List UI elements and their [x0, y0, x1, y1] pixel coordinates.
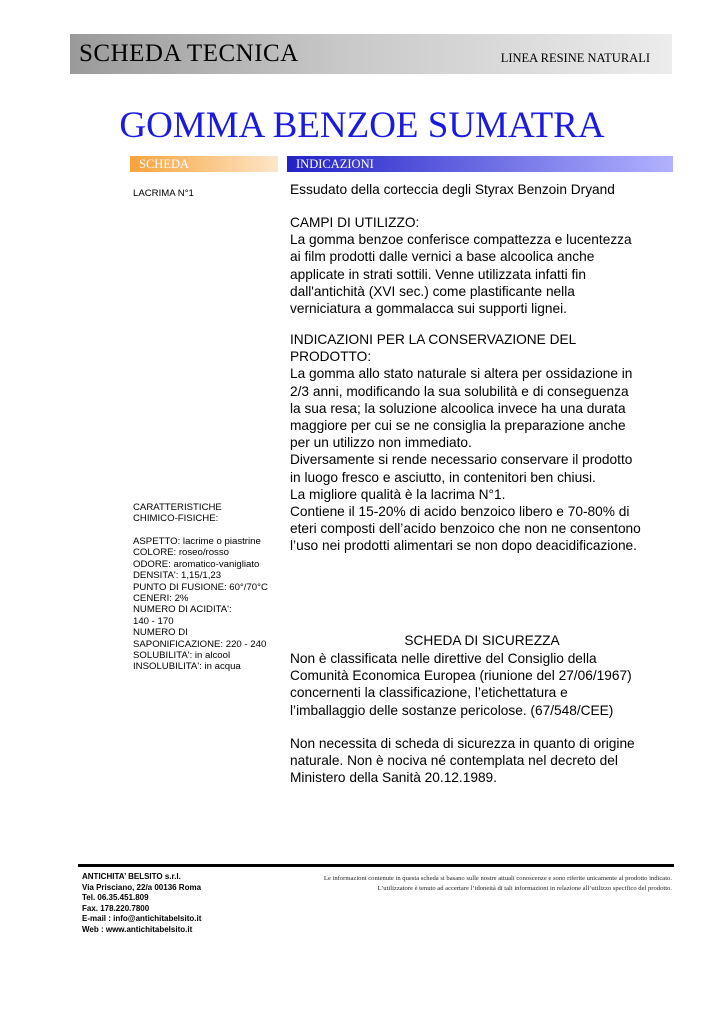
safety-heading: SCHEDA DI SICUREZZA: [404, 633, 560, 648]
storage-line: PRODOTTO:: [290, 349, 372, 365]
product-line-label: LINEA RESINE NATURALI: [500, 51, 650, 65]
characteristics-heading-line: CHIMICO-FISICHE:: [133, 513, 219, 525]
company-website: Web : www.antichitabelsito.it: [82, 924, 193, 934]
section-tab-scheda-label: SCHEDA: [139, 157, 190, 171]
product-title: GOMMA BENZOE SUMATRA: [119, 105, 605, 146]
storage-line: 2/3 anni, modificando la sua solubilità e di conseguenza: [290, 383, 629, 399]
safety-section: [290, 650, 674, 719]
property-item: ODORE: aromatico-vanigliato: [133, 558, 260, 570]
property-item: INSOLUBILITA': in acqua: [133, 661, 241, 673]
storage-section: [290, 331, 674, 555]
disclaimer-line: L’utilizzatore è tenuto ad accertare l’idoneità di tali informazioni in relazione all’utilizzo specifico del prodotto.: [377, 884, 672, 892]
safety-line: Non è classificata nelle direttive del Consiglio della: [290, 651, 597, 666]
storage-line: in luogo fresco e asciutto, in contenitori ben chiusi.: [290, 469, 596, 485]
company-email: E-mail : info@antichitabelsito.it: [82, 914, 202, 924]
section-tab-indicazioni: [287, 156, 673, 172]
safety-line: concernenti la classificazione, l’etichettatura e: [290, 685, 568, 701]
characteristics-heading: [133, 502, 283, 525]
origin-line: Essudato della corteccia degli Styrax Benzoin Dryand: [290, 182, 615, 197]
uses-line: verniciatura a gommalacca sui supporti lignei.: [290, 301, 567, 317]
company-name: ANTICHITA’ BELSITO s.r.l.: [82, 872, 181, 881]
property-item: NUMERO DI: [133, 627, 188, 639]
characteristics-heading-line: CARATTERISTICHE: [133, 502, 222, 513]
uses-line: applicate in strati sottili. Venne utilizzata infatti fin: [290, 266, 586, 282]
uses-line: La gomma benzoe conferisce compattezza e lucentezza: [290, 232, 632, 248]
safety-note: [290, 735, 674, 787]
uses-line: dall'antichità (XVI sec.) come plastificante nella: [290, 283, 575, 299]
property-item: PUNTO DI FUSIONE: 60°/70°C: [133, 581, 268, 593]
storage-line: Contiene il 15-20% di acido benzoico libero e 70-80% di: [290, 504, 630, 520]
storage-line: maggiore per cui se ne consiglia la preparazione anche: [290, 418, 626, 434]
safety-note-line: Non necessita di scheda di sicurezza in quanto di origine: [290, 736, 635, 751]
company-contact: [82, 872, 201, 936]
company-phone: Tel. 06.35.451.809: [82, 893, 149, 903]
document-type-title: SCHEDA TECNICA: [79, 40, 299, 67]
storage-line: La gomma allo stato naturale si altera per ossidazione in: [290, 366, 633, 382]
company-address: Via Prisciano, 22/a 00136 Roma: [82, 882, 202, 892]
property-item: CENERI: 2%: [133, 593, 189, 605]
storage-line: eteri composti dell’acido benzoico che non ne consentono: [290, 521, 641, 537]
section-tab-indicazioni-label: INDICAZIONI: [296, 157, 374, 171]
property-item: SAPONIFICAZIONE: 220 - 240: [133, 638, 267, 650]
storage-line: INDICAZIONI PER LA CONSERVAZIONE DEL: [290, 332, 577, 347]
footer-divider: [78, 864, 674, 867]
uses-line: ai film prodotti dalle vernici a base alcoolica anche: [290, 249, 595, 265]
uses-section: [290, 214, 674, 317]
section-tab-scheda: [130, 156, 278, 172]
disclaimer-line: Le informazioni contenute in questa scheda si basano sulle nostre attuali conoscenze e sono riferite unicamente al prodotto indicato.: [323, 875, 672, 882]
property-item: NUMERO DI ACIDITA':: [133, 604, 232, 616]
storage-line: Diversamente si rende necessario conservare il prodotto: [290, 452, 633, 468]
property-item: COLORE: roseo/rosso: [133, 547, 229, 559]
safety-note-line: Ministero della Sanità 20.12.1989.: [290, 770, 497, 786]
storage-line: La migliore qualità è la lacrima N°1.: [290, 486, 506, 502]
safety-note-line: naturale. Non è nociva né contemplata nel decreto del: [290, 753, 618, 769]
storage-line: l’uso nei prodotti alimentari se non dopo deacidificazione.: [290, 538, 637, 554]
properties-list: [133, 536, 283, 673]
safety-line: Comunità Economica Europea (riunione del 27/06/1967): [290, 668, 632, 684]
header-band: [70, 34, 672, 74]
origin-text: [290, 181, 674, 198]
property-item: SOLUBILITA': in alcool: [133, 650, 231, 662]
property-item: 140 - 170: [133, 615, 174, 627]
grade-label: LACRIMA N°1: [133, 188, 194, 199]
disclaimer: [280, 874, 672, 893]
safety-line: l’imballaggio delle sostanze pericolose. (67/548/CEE): [290, 702, 614, 718]
property-item: DENSITA': 1,15/1,23: [133, 570, 222, 582]
property-item: ASPETTO: lacrime o piastrine: [133, 536, 261, 547]
company-fax: Fax. 178.220.7800: [82, 903, 150, 913]
uses-line: CAMPI DI UTILIZZO:: [290, 215, 420, 230]
storage-line: per un utilizzo non immediato.: [290, 435, 472, 451]
storage-line: la sua resa; la soluzione alcoolica invece ha una durata: [290, 400, 626, 416]
